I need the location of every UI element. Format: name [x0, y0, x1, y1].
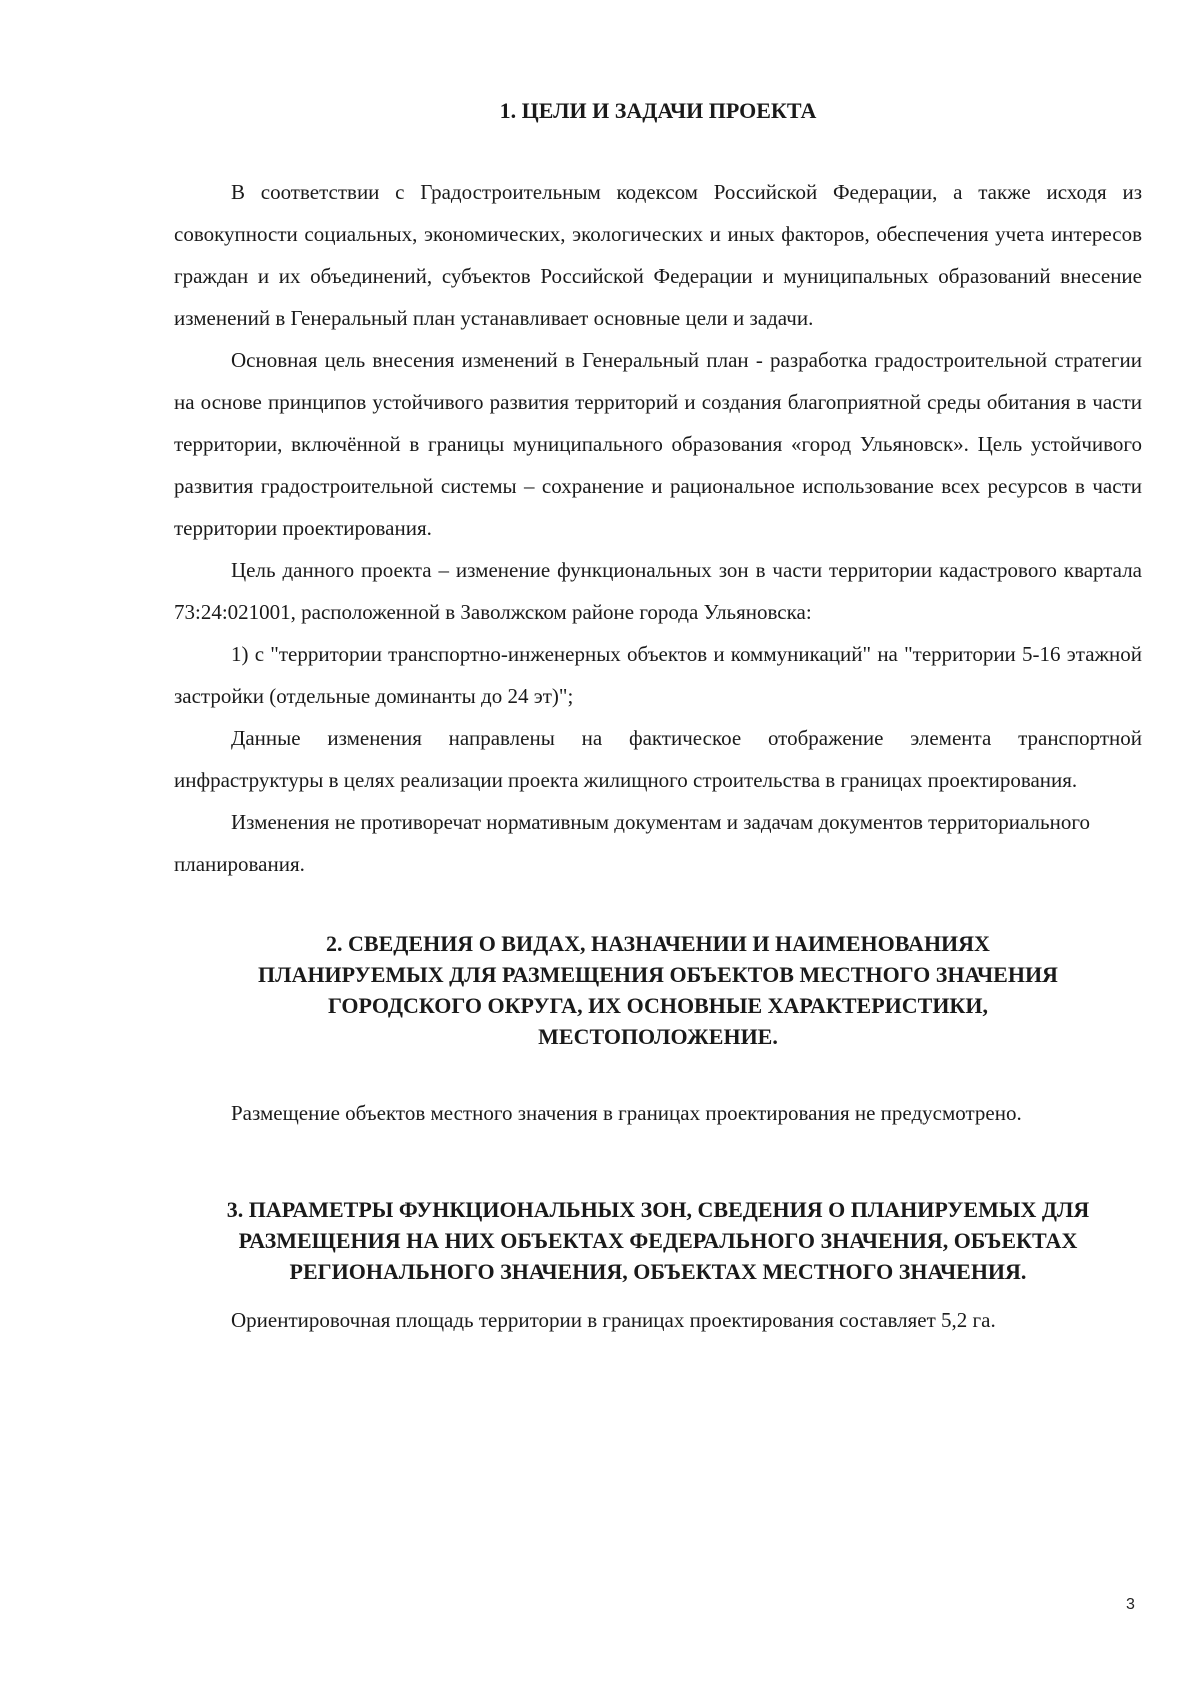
section-3-paragraph-1: Ориентировочная площадь территории в границах проектирования составляет 5,2 га.: [231, 1308, 996, 1332]
section-3-title-line: РАЗМЕЩЕНИЯ НА НИХ ОБЪЕКТАХ ФЕДЕРАЛЬНОГО ЗНАЧЕНИЯ, ОБЪЕКТАХ: [238, 1228, 1078, 1253]
section-2-title: [174, 928, 1142, 1052]
section-3-title: [174, 1194, 1142, 1287]
section-1-paragraph-2: Основная цель внесения изменений в Генеральный план - разработка градостроительной стратегии на основе принципов устойчивого развития территорий и создания благоприятной среды обитания в части территории, включённой в границы муниципального образования «город Ульяновск». Цель устойчивого развития градостроительной системы – сохранение и рациональное использование всех ресурсов в части территории проектирования.: [174, 348, 1142, 540]
section-1-paragraph-5: Изменения не противоречат нормативным документам и задачам документов территориального планирования.: [174, 810, 1090, 876]
section-2-title-line: МЕСТОПОЛОЖЕНИЕ.: [538, 1024, 778, 1049]
page-number: 3: [1126, 1596, 1135, 1613]
section-3-title-line: РЕГИОНАЛЬНОГО ЗНАЧЕНИЯ, ОБЪЕКТАХ МЕСТНОГО ЗНАЧЕНИЯ.: [289, 1259, 1027, 1284]
section-1-paragraph-1: В соответствии с Градостроительным кодексом Российской Федерации, а также исходя из совокупности социальных, экономических, экологических и иных факторов, обеспечения учета интересов граждан и их объединений, субъектов Российской Федерации и муниципальных образований внесение изменений в Генеральный план устанавливает основные цели и задачи.: [174, 180, 1142, 330]
section-1-list-item-1: 1) с "территории транспортно-инженерных объектов и коммуникаций" на "территории 5-16 этажной застройки (отдельные доминанты до 24 эт)";: [174, 642, 1142, 708]
section-1-paragraph-4: Данные изменения направлены на фактическое отображение элемента транспортной инфраструктуры в целях реализации проекта жилищного строительства в границах проектирования.: [174, 726, 1142, 792]
page-content: [174, 95, 1142, 1341]
section-2-paragraph-1: Размещение объектов местного значения в границах проектирования не предусмотрено.: [231, 1101, 1022, 1125]
section-2-title-line: ГОРОДСКОГО ОКРУГА, ИХ ОСНОВНЫЕ ХАРАКТЕРИСТИКИ,: [327, 993, 988, 1018]
section-1-title: 1. ЦЕЛИ И ЗАДАЧИ ПРОЕКТА: [499, 98, 817, 123]
section-2-title-line: ПЛАНИРУЕМЫХ ДЛЯ РАЗМЕЩЕНИЯ ОБЪЕКТОВ МЕСТНОГО ЗНАЧЕНИЯ: [258, 962, 1058, 987]
section-3-title-line: 3. ПАРАМЕТРЫ ФУНКЦИОНАЛЬНЫХ ЗОН, СВЕДЕНИЯ О ПЛАНИРУЕМЫХ ДЛЯ: [226, 1197, 1090, 1222]
section-1-paragraph-3: Цель данного проекта – изменение функциональных зон в части территории кадастрового квартала 73:24:021001, расположенной в Заволжском районе города Ульяновска:: [174, 558, 1142, 624]
section-2-title-line: 2. СВЕДЕНИЯ О ВИДАХ, НАЗНАЧЕНИИ И НАИМЕНОВАНИЯХ: [326, 931, 990, 956]
